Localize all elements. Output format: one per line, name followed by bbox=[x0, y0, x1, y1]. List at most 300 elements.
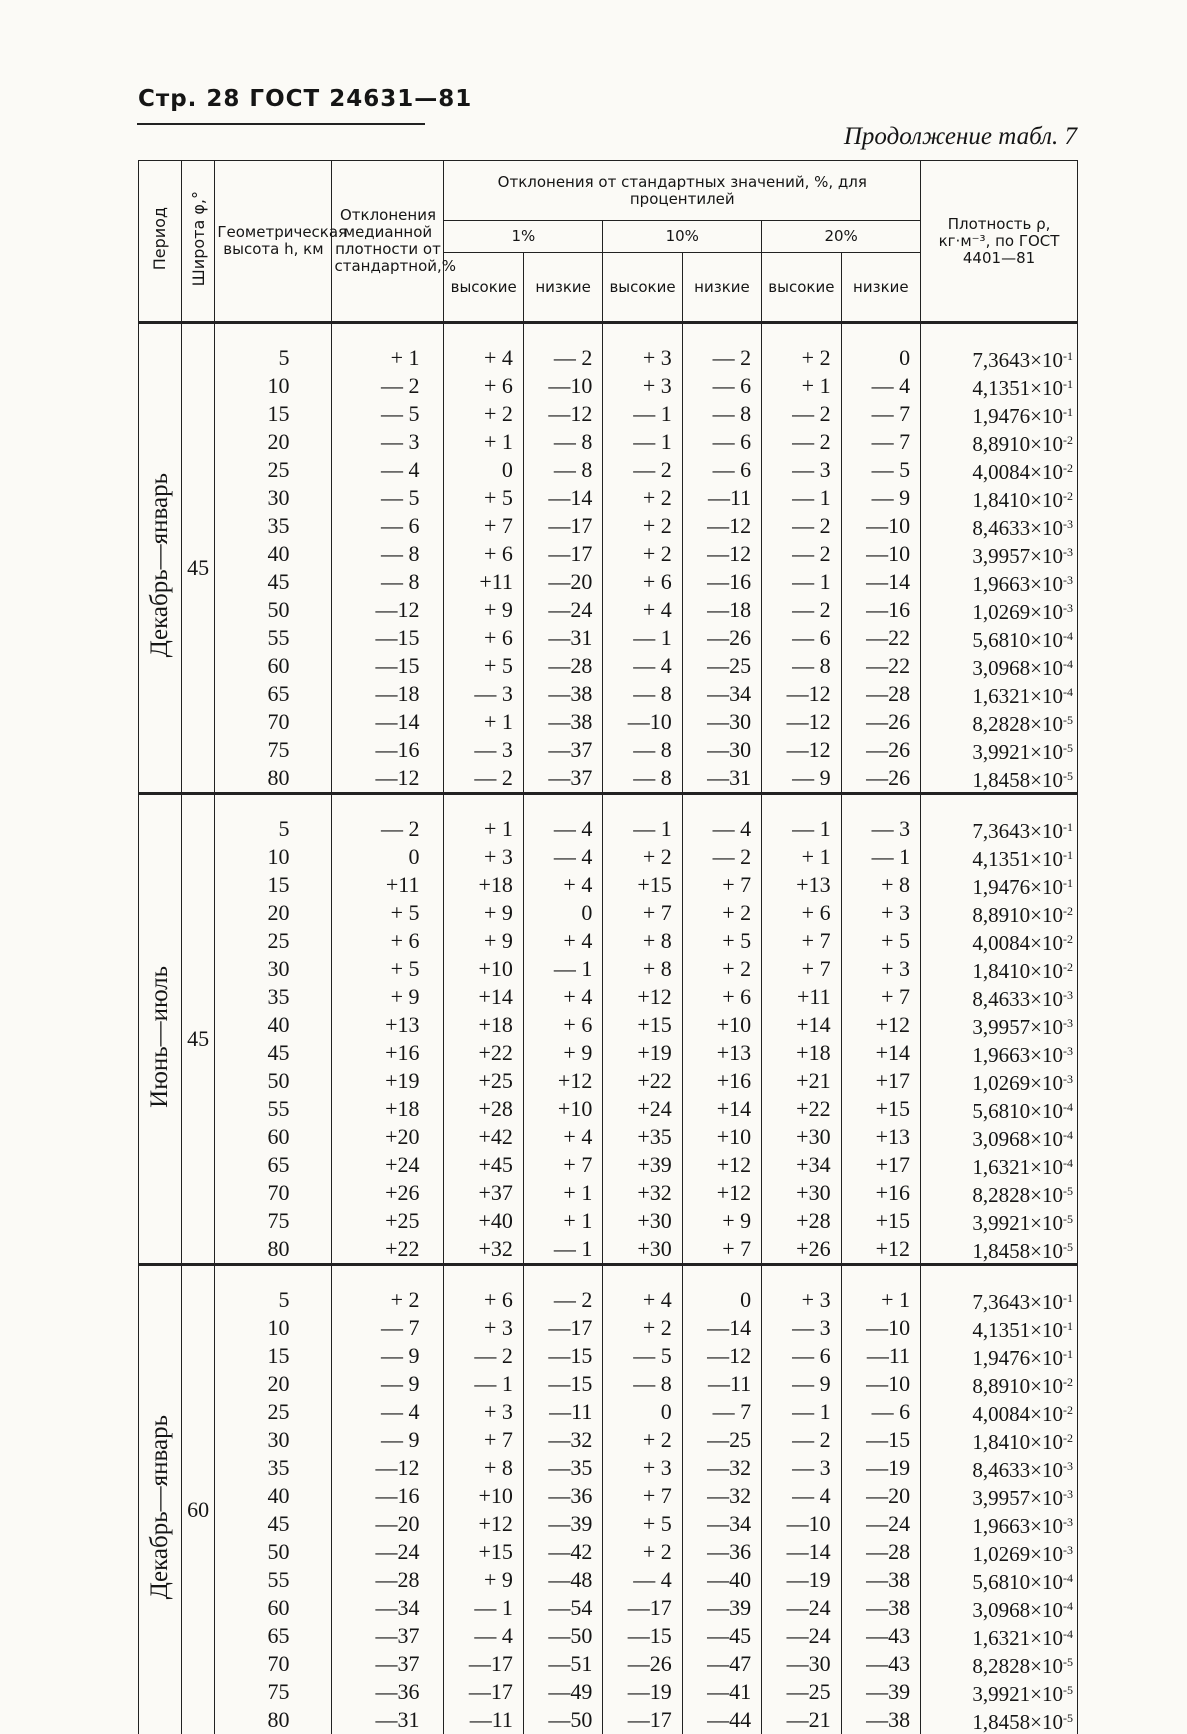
density-mantissa: 1,6321×10 bbox=[972, 684, 1063, 708]
density-exponent: -2 bbox=[1063, 433, 1073, 447]
density-exponent: -3 bbox=[1063, 545, 1073, 559]
p10-low-cell: —44 bbox=[682, 1706, 761, 1734]
density-mantissa: 1,0269×10 bbox=[972, 600, 1063, 624]
density-exponent: -3 bbox=[1063, 1016, 1073, 1030]
p1-low-cell: —14 bbox=[523, 484, 602, 512]
p10-high-cell: —17 bbox=[603, 1594, 682, 1622]
p10-high-cell: + 8 bbox=[603, 927, 682, 955]
p10-low-cell: —11 bbox=[682, 484, 761, 512]
altitude-cell: 35 bbox=[215, 1454, 332, 1482]
altitude-cell: 70 bbox=[215, 1179, 332, 1207]
column-header-altitude: Геометрическая высота h, км bbox=[215, 161, 332, 323]
p1-high-cell: 0 bbox=[444, 456, 523, 484]
p10-low-cell: — 2 bbox=[682, 843, 761, 871]
p10-low-cell: —34 bbox=[682, 1510, 761, 1538]
median-deviation-cell: +24 bbox=[332, 1151, 444, 1179]
p1-low-cell: —35 bbox=[523, 1454, 602, 1482]
p1-high-cell: + 1 bbox=[444, 708, 523, 736]
density-mantissa: 7,3643×10 bbox=[972, 1290, 1063, 1314]
median-deviation-cell: —37 bbox=[332, 1622, 444, 1650]
p1-low-cell: —50 bbox=[523, 1706, 602, 1734]
p20-low-cell: —10 bbox=[841, 512, 920, 540]
p10-high-cell: —26 bbox=[603, 1650, 682, 1678]
density-mantissa: 3,9957×10 bbox=[972, 544, 1063, 568]
density-mantissa: 7,3643×10 bbox=[972, 348, 1063, 372]
p1-high-cell: + 6 bbox=[444, 1265, 523, 1315]
p20-low-cell: —19 bbox=[841, 1454, 920, 1482]
p10-high-cell: + 5 bbox=[603, 1510, 682, 1538]
density-cell bbox=[921, 1594, 1078, 1622]
p10-low-cell: + 2 bbox=[682, 955, 761, 983]
p1-high-cell: + 6 bbox=[444, 540, 523, 568]
density-cell bbox=[921, 736, 1078, 764]
table-row bbox=[139, 983, 1078, 1011]
p10-low-cell: —12 bbox=[682, 540, 761, 568]
density-exponent: -2 bbox=[1063, 932, 1073, 946]
median-deviation-cell: — 2 bbox=[332, 372, 444, 400]
column-header-p20: 20% bbox=[762, 221, 921, 253]
table-row bbox=[139, 1482, 1078, 1510]
p1-low-cell: —17 bbox=[523, 512, 602, 540]
p10-high-cell: +24 bbox=[603, 1095, 682, 1123]
p10-high-cell: —17 bbox=[603, 1706, 682, 1734]
p20-low-cell: 0 bbox=[841, 323, 920, 373]
p10-low-cell: — 6 bbox=[682, 428, 761, 456]
p10-high-cell: +19 bbox=[603, 1039, 682, 1067]
p20-low-cell: + 5 bbox=[841, 927, 920, 955]
p20-high-cell: — 2 bbox=[762, 400, 841, 428]
p1-low-cell: — 2 bbox=[523, 1265, 602, 1315]
density-exponent: -4 bbox=[1063, 685, 1073, 699]
p20-high-cell: — 6 bbox=[762, 1342, 841, 1370]
density-mantissa: 1,8458×10 bbox=[972, 1239, 1063, 1263]
density-mantissa: 7,3643×10 bbox=[972, 819, 1063, 843]
density-exponent: -3 bbox=[1063, 988, 1073, 1002]
column-header-latitude-label: Широта φ,° bbox=[190, 191, 207, 286]
p20-low-cell: —10 bbox=[841, 1314, 920, 1342]
p1-high-cell: + 7 bbox=[444, 1426, 523, 1454]
p1-high-cell: +45 bbox=[444, 1151, 523, 1179]
altitude-cell: 25 bbox=[215, 456, 332, 484]
density-exponent: -4 bbox=[1063, 1156, 1073, 1170]
p10-low-cell: —47 bbox=[682, 1650, 761, 1678]
density-mantissa: 4,0084×10 bbox=[972, 1402, 1063, 1426]
median-deviation-cell: — 4 bbox=[332, 456, 444, 484]
density-exponent: -2 bbox=[1063, 1375, 1073, 1389]
altitude-cell: 30 bbox=[215, 484, 332, 512]
p10-low-cell: —32 bbox=[682, 1454, 761, 1482]
p1-low-cell: + 4 bbox=[523, 927, 602, 955]
p1-low-cell: —10 bbox=[523, 372, 602, 400]
density-mantissa: 5,6810×10 bbox=[972, 1570, 1063, 1594]
density-cell bbox=[921, 456, 1078, 484]
p20-low-cell: + 1 bbox=[841, 1265, 920, 1315]
density-cell bbox=[921, 428, 1078, 456]
p10-low-cell: + 5 bbox=[682, 927, 761, 955]
p10-low-cell: — 7 bbox=[682, 1398, 761, 1426]
density-mantissa: 8,4633×10 bbox=[972, 987, 1063, 1011]
p10-high-cell: — 5 bbox=[603, 1342, 682, 1370]
p1-low-cell: —12 bbox=[523, 400, 602, 428]
p20-high-cell: +14 bbox=[762, 1011, 841, 1039]
p1-high-cell: +40 bbox=[444, 1207, 523, 1235]
density-exponent: -3 bbox=[1063, 517, 1073, 531]
p1-high-cell: + 9 bbox=[444, 899, 523, 927]
density-mantissa: 1,9663×10 bbox=[972, 572, 1063, 596]
density-exponent: -2 bbox=[1063, 461, 1073, 475]
altitude-cell: 15 bbox=[215, 871, 332, 899]
p1-low-cell: —42 bbox=[523, 1538, 602, 1566]
density-cell bbox=[921, 1235, 1078, 1265]
p1-low-cell: — 1 bbox=[523, 955, 602, 983]
median-deviation-cell: —18 bbox=[332, 680, 444, 708]
density-mantissa: 1,6321×10 bbox=[972, 1626, 1063, 1650]
p10-low-cell: — 4 bbox=[682, 794, 761, 844]
p1-high-cell: + 5 bbox=[444, 484, 523, 512]
p20-low-cell: +14 bbox=[841, 1039, 920, 1067]
density-exponent: -5 bbox=[1063, 1212, 1073, 1226]
altitude-cell: 25 bbox=[215, 1398, 332, 1426]
p20-low-cell: —38 bbox=[841, 1706, 920, 1734]
p20-low-cell: +17 bbox=[841, 1067, 920, 1095]
median-deviation-cell: —20 bbox=[332, 1510, 444, 1538]
p10-high-cell: 0 bbox=[603, 1398, 682, 1426]
p20-high-cell: +13 bbox=[762, 871, 841, 899]
p20-low-cell: —28 bbox=[841, 680, 920, 708]
density-exponent: -3 bbox=[1063, 1044, 1073, 1058]
density-exponent: -3 bbox=[1063, 1487, 1073, 1501]
table-row bbox=[139, 1426, 1078, 1454]
p10-low-cell: + 7 bbox=[682, 871, 761, 899]
altitude-cell: 40 bbox=[215, 1011, 332, 1039]
altitude-cell: 55 bbox=[215, 1095, 332, 1123]
table-row bbox=[139, 1370, 1078, 1398]
density-exponent: -2 bbox=[1063, 1431, 1073, 1445]
density-exponent: -1 bbox=[1063, 1347, 1073, 1361]
density-mantissa: 3,0968×10 bbox=[972, 1127, 1063, 1151]
table-row bbox=[139, 899, 1078, 927]
density-mantissa: 1,8410×10 bbox=[972, 1430, 1063, 1454]
table-row bbox=[139, 1314, 1078, 1342]
density-exponent: -4 bbox=[1063, 1627, 1073, 1641]
p10-high-cell: +30 bbox=[603, 1207, 682, 1235]
density-exponent: -1 bbox=[1063, 876, 1073, 890]
p1-high-cell: + 3 bbox=[444, 1398, 523, 1426]
table-row bbox=[139, 843, 1078, 871]
p20-high-cell: — 2 bbox=[762, 540, 841, 568]
density-cell bbox=[921, 1706, 1078, 1734]
density-mantissa: 3,0968×10 bbox=[972, 1598, 1063, 1622]
density-mantissa: 3,9957×10 bbox=[972, 1486, 1063, 1510]
altitude-cell: 70 bbox=[215, 1650, 332, 1678]
p1-low-cell: — 4 bbox=[523, 843, 602, 871]
density-exponent: -4 bbox=[1063, 1571, 1073, 1585]
density-cell bbox=[921, 596, 1078, 624]
p1-low-cell: —20 bbox=[523, 568, 602, 596]
density-cell bbox=[921, 1067, 1078, 1095]
p20-high-cell: — 8 bbox=[762, 652, 841, 680]
p1-high-cell: +42 bbox=[444, 1123, 523, 1151]
p20-low-cell: —20 bbox=[841, 1482, 920, 1510]
density-cell bbox=[921, 652, 1078, 680]
p1-high-cell: +25 bbox=[444, 1067, 523, 1095]
p1-high-cell: + 1 bbox=[444, 428, 523, 456]
p10-high-cell: + 7 bbox=[603, 899, 682, 927]
median-deviation-cell: — 6 bbox=[332, 512, 444, 540]
density-exponent: -5 bbox=[1063, 741, 1073, 755]
p1-low-cell: —31 bbox=[523, 624, 602, 652]
median-deviation-cell: —12 bbox=[332, 1454, 444, 1482]
altitude-cell: 65 bbox=[215, 680, 332, 708]
density-exponent: -2 bbox=[1063, 489, 1073, 503]
density-cell bbox=[921, 1207, 1078, 1235]
median-deviation-cell: — 3 bbox=[332, 428, 444, 456]
altitude-cell: 15 bbox=[215, 1342, 332, 1370]
median-deviation-cell: —12 bbox=[332, 596, 444, 624]
p20-high-cell: + 3 bbox=[762, 1265, 841, 1315]
p20-low-cell: + 8 bbox=[841, 871, 920, 899]
p10-low-cell: +10 bbox=[682, 1011, 761, 1039]
altitude-cell: 70 bbox=[215, 708, 332, 736]
density-cell bbox=[921, 680, 1078, 708]
p1-low-cell: — 1 bbox=[523, 1235, 602, 1265]
column-header-p20-low: низкие bbox=[841, 253, 920, 323]
p20-low-cell: + 3 bbox=[841, 955, 920, 983]
p10-high-cell: + 3 bbox=[603, 323, 682, 373]
column-header-p1: 1% bbox=[444, 221, 603, 253]
median-deviation-cell: +13 bbox=[332, 1011, 444, 1039]
median-deviation-cell: 0 bbox=[332, 843, 444, 871]
p10-low-cell: + 7 bbox=[682, 1235, 761, 1265]
density-mantissa: 4,0084×10 bbox=[972, 931, 1063, 955]
p20-high-cell: +18 bbox=[762, 1039, 841, 1067]
density-mantissa: 3,0968×10 bbox=[972, 656, 1063, 680]
altitude-cell: 60 bbox=[215, 1594, 332, 1622]
p20-low-cell: — 7 bbox=[841, 400, 920, 428]
period-label: Декабрь—январь bbox=[148, 473, 172, 657]
p10-low-cell: —30 bbox=[682, 708, 761, 736]
table-row bbox=[139, 1235, 1078, 1265]
p1-high-cell: + 9 bbox=[444, 596, 523, 624]
p20-high-cell: +34 bbox=[762, 1151, 841, 1179]
p20-high-cell: — 1 bbox=[762, 568, 841, 596]
p20-high-cell: —24 bbox=[762, 1622, 841, 1650]
density-mantissa: 8,2828×10 bbox=[972, 1183, 1063, 1207]
density-cell bbox=[921, 764, 1078, 794]
p20-low-cell: —10 bbox=[841, 1370, 920, 1398]
table-row bbox=[139, 428, 1078, 456]
p10-high-cell: +39 bbox=[603, 1151, 682, 1179]
p10-low-cell: — 6 bbox=[682, 372, 761, 400]
p20-high-cell: —21 bbox=[762, 1706, 841, 1734]
density-mantissa: 8,8910×10 bbox=[972, 903, 1063, 927]
density-cell bbox=[921, 927, 1078, 955]
table-row bbox=[139, 1207, 1078, 1235]
p10-low-cell: — 2 bbox=[682, 323, 761, 373]
p20-high-cell: +30 bbox=[762, 1179, 841, 1207]
column-header-p1-high: высокие bbox=[444, 253, 523, 323]
p10-low-cell: — 6 bbox=[682, 456, 761, 484]
table-row bbox=[139, 1151, 1078, 1179]
density-mantissa: 1,8410×10 bbox=[972, 488, 1063, 512]
period-cell bbox=[139, 794, 182, 1265]
p20-high-cell: — 3 bbox=[762, 1314, 841, 1342]
density-cell bbox=[921, 983, 1078, 1011]
p10-low-cell: +16 bbox=[682, 1067, 761, 1095]
p20-high-cell: +30 bbox=[762, 1123, 841, 1151]
p10-low-cell: +10 bbox=[682, 1123, 761, 1151]
p10-high-cell: —15 bbox=[603, 1622, 682, 1650]
median-deviation-cell: — 8 bbox=[332, 568, 444, 596]
table-row bbox=[139, 456, 1078, 484]
p10-high-cell: + 2 bbox=[603, 843, 682, 871]
p10-high-cell: — 8 bbox=[603, 1370, 682, 1398]
p20-high-cell: — 3 bbox=[762, 1454, 841, 1482]
column-header-period-label: Период bbox=[151, 207, 168, 270]
p1-high-cell: +18 bbox=[444, 1011, 523, 1039]
column-header-density: Плотность ρ, кг·м⁻³, по ГОСТ 4401—81 bbox=[921, 161, 1078, 323]
median-deviation-cell: —34 bbox=[332, 1594, 444, 1622]
p1-high-cell: +32 bbox=[444, 1235, 523, 1265]
p20-high-cell: +28 bbox=[762, 1207, 841, 1235]
altitude-cell: 80 bbox=[215, 764, 332, 794]
p1-low-cell: + 7 bbox=[523, 1151, 602, 1179]
density-mantissa: 4,0084×10 bbox=[972, 460, 1063, 484]
median-deviation-cell: +19 bbox=[332, 1067, 444, 1095]
density-exponent: -5 bbox=[1063, 1711, 1073, 1725]
density-cell bbox=[921, 1510, 1078, 1538]
p1-low-cell: — 8 bbox=[523, 456, 602, 484]
p20-low-cell: —26 bbox=[841, 708, 920, 736]
altitude-cell: 5 bbox=[215, 794, 332, 844]
median-deviation-cell: + 9 bbox=[332, 983, 444, 1011]
density-cell bbox=[921, 1314, 1078, 1342]
density-mantissa: 1,8410×10 bbox=[972, 959, 1063, 983]
p1-high-cell: + 2 bbox=[444, 400, 523, 428]
p10-low-cell: 0 bbox=[682, 1265, 761, 1315]
density-mantissa: 3,9957×10 bbox=[972, 1015, 1063, 1039]
density-mantissa: 1,8458×10 bbox=[972, 1710, 1063, 1734]
table-row bbox=[139, 1594, 1078, 1622]
density-cell bbox=[921, 484, 1078, 512]
median-deviation-cell: —16 bbox=[332, 736, 444, 764]
density-exponent: -5 bbox=[1063, 769, 1073, 783]
p20-high-cell: — 3 bbox=[762, 456, 841, 484]
density-mantissa: 8,4633×10 bbox=[972, 516, 1063, 540]
median-deviation-cell: — 9 bbox=[332, 1426, 444, 1454]
density-mantissa: 4,1351×10 bbox=[972, 1318, 1063, 1342]
density-exponent: -3 bbox=[1063, 601, 1073, 615]
table-row bbox=[139, 1678, 1078, 1706]
p10-low-cell: —32 bbox=[682, 1482, 761, 1510]
p1-high-cell: — 2 bbox=[444, 1342, 523, 1370]
density-exponent: -2 bbox=[1063, 1403, 1073, 1417]
median-deviation-cell: — 4 bbox=[332, 1398, 444, 1426]
p1-low-cell: —54 bbox=[523, 1594, 602, 1622]
density-cell bbox=[921, 540, 1078, 568]
p1-high-cell: —17 bbox=[444, 1678, 523, 1706]
p10-high-cell: — 1 bbox=[603, 794, 682, 844]
p1-high-cell: + 5 bbox=[444, 652, 523, 680]
p20-low-cell: —11 bbox=[841, 1342, 920, 1370]
p1-low-cell: —37 bbox=[523, 736, 602, 764]
p1-low-cell: + 4 bbox=[523, 1123, 602, 1151]
p20-high-cell: — 2 bbox=[762, 1426, 841, 1454]
median-deviation-cell: +11 bbox=[332, 871, 444, 899]
p20-high-cell: + 1 bbox=[762, 843, 841, 871]
median-deviation-cell: —24 bbox=[332, 1538, 444, 1566]
table-row bbox=[139, 1566, 1078, 1594]
median-deviation-cell: —14 bbox=[332, 708, 444, 736]
p20-low-cell: +12 bbox=[841, 1011, 920, 1039]
p1-high-cell: +12 bbox=[444, 1510, 523, 1538]
p1-low-cell: —51 bbox=[523, 1650, 602, 1678]
latitude-cell: 45 bbox=[181, 794, 215, 1265]
p20-low-cell: —43 bbox=[841, 1622, 920, 1650]
density-exponent: -1 bbox=[1063, 1319, 1073, 1333]
density-exponent: -4 bbox=[1063, 657, 1073, 671]
altitude-cell: 35 bbox=[215, 983, 332, 1011]
density-cell bbox=[921, 1454, 1078, 1482]
table-row bbox=[139, 1706, 1078, 1734]
altitude-cell: 55 bbox=[215, 624, 332, 652]
density-mantissa: 1,0269×10 bbox=[972, 1542, 1063, 1566]
p20-low-cell: +12 bbox=[841, 1235, 920, 1265]
p1-high-cell: + 9 bbox=[444, 1566, 523, 1594]
p1-high-cell: — 3 bbox=[444, 736, 523, 764]
p1-low-cell: —36 bbox=[523, 1482, 602, 1510]
median-deviation-cell: —15 bbox=[332, 652, 444, 680]
table-row bbox=[139, 736, 1078, 764]
p1-low-cell: + 9 bbox=[523, 1039, 602, 1067]
p20-high-cell: — 9 bbox=[762, 764, 841, 794]
density-cell bbox=[921, 955, 1078, 983]
p10-low-cell: —36 bbox=[682, 1538, 761, 1566]
median-deviation-cell: + 5 bbox=[332, 899, 444, 927]
period-cell bbox=[139, 323, 182, 794]
p20-high-cell: —12 bbox=[762, 708, 841, 736]
p10-high-cell: +12 bbox=[603, 983, 682, 1011]
table-row bbox=[139, 1454, 1078, 1482]
median-deviation-cell: + 1 bbox=[332, 323, 444, 373]
period-label: Июнь—июль bbox=[148, 966, 172, 1108]
table-continuation-label: Продолжение табл. 7 bbox=[844, 123, 1077, 151]
density-mantissa: 8,2828×10 bbox=[972, 712, 1063, 736]
density-cell bbox=[921, 1370, 1078, 1398]
density-mantissa: 8,2828×10 bbox=[972, 1654, 1063, 1678]
p1-low-cell: — 4 bbox=[523, 794, 602, 844]
table-row bbox=[139, 764, 1078, 794]
density-cell bbox=[921, 568, 1078, 596]
table-row bbox=[139, 1179, 1078, 1207]
density-mantissa: 1,9476×10 bbox=[972, 1346, 1063, 1370]
density-cell bbox=[921, 843, 1078, 871]
table-row bbox=[139, 1398, 1078, 1426]
altitude-cell: 20 bbox=[215, 1370, 332, 1398]
density-exponent: -4 bbox=[1063, 629, 1073, 643]
p20-high-cell: + 6 bbox=[762, 899, 841, 927]
altitude-cell: 60 bbox=[215, 1123, 332, 1151]
density-cell bbox=[921, 899, 1078, 927]
p10-low-cell: + 9 bbox=[682, 1207, 761, 1235]
p20-low-cell: —16 bbox=[841, 596, 920, 624]
median-deviation-cell: + 2 bbox=[332, 1265, 444, 1315]
density-exponent: -3 bbox=[1063, 1543, 1073, 1557]
p1-high-cell: — 1 bbox=[444, 1594, 523, 1622]
density-cell bbox=[921, 1179, 1078, 1207]
density-exponent: -1 bbox=[1063, 848, 1073, 862]
p10-high-cell: + 4 bbox=[603, 1265, 682, 1315]
